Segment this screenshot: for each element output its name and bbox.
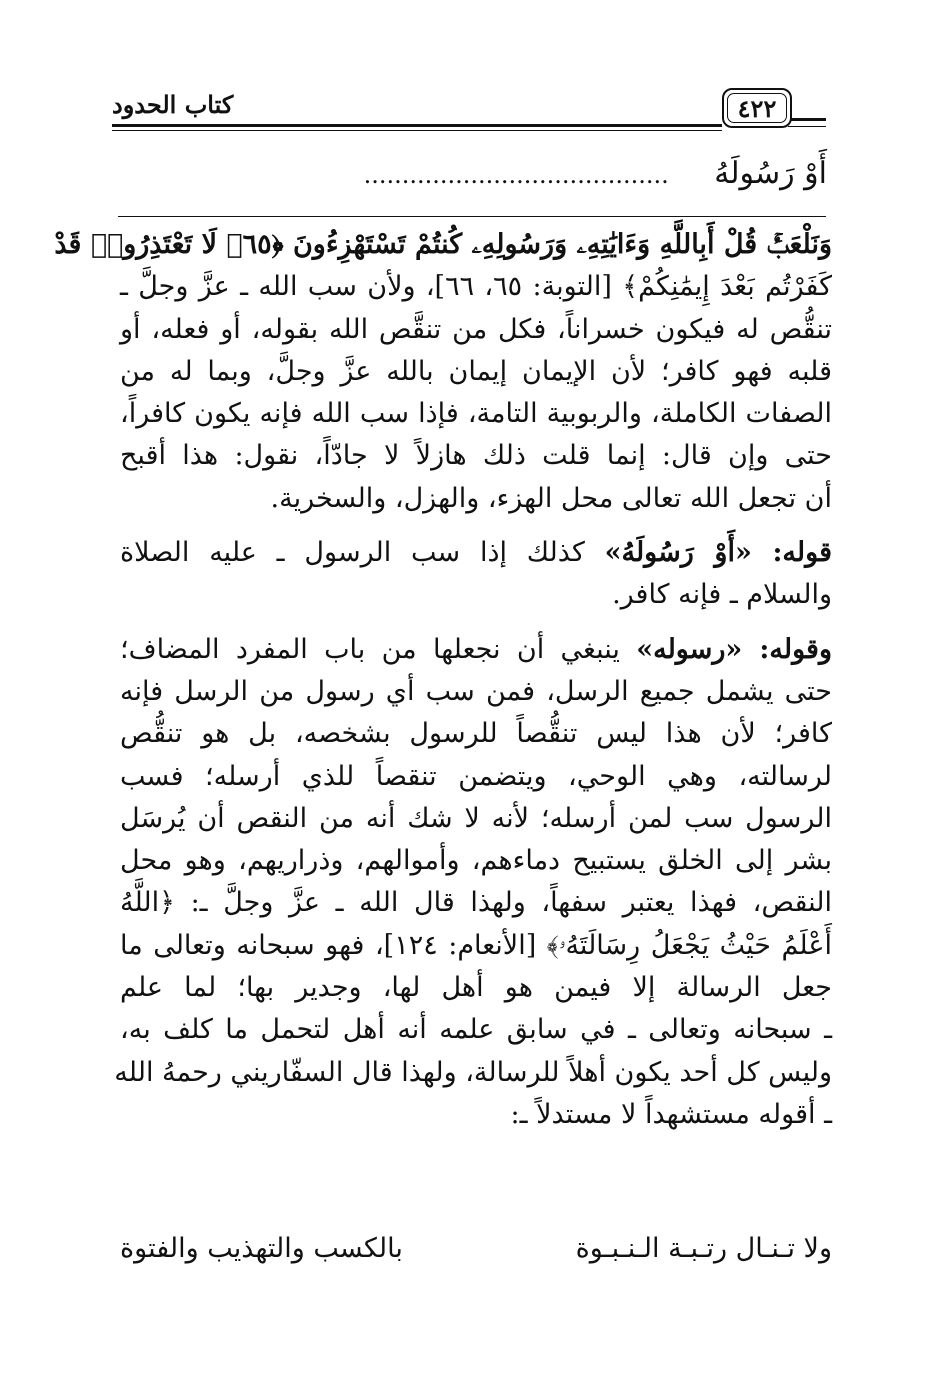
matn-dots: ........................................ bbox=[363, 161, 669, 189]
text-line: كافر؛ لأن هذا ليس تنقُّصاً للرسول بشخصه، بل هو تنقُّص bbox=[120, 718, 832, 750]
header-rule-right-thin bbox=[788, 126, 826, 127]
text-line: أَعْلَمُ حَيْثُ يَجْعَلُ رِسَالَتَهُۥ﴾ [الأنعام: ١٢٤]، فهو سبحانه وتعالى ما bbox=[120, 929, 832, 961]
text-line: جعل الرسالة إلا فيمن هو أهل لها، وجدير بها؛ لما علم bbox=[120, 972, 832, 1004]
paragraph-3 bbox=[114, 629, 832, 1137]
text-segment: كذلك إذا سب الرسول ـ عليه الصلاة bbox=[120, 537, 585, 569]
matn-separator bbox=[118, 216, 826, 217]
text-segment: ينبغي أن نجعلها من باب المفرد المضاف؛ bbox=[120, 633, 620, 665]
text-line: ـ سبحانه وتعالى ـ في سابق علمه أنه أهل لتحمل ما كلف به، bbox=[120, 1014, 832, 1046]
text-line: أن تجعل الله تعالى محل الهزء، والهزل، والسخرية. bbox=[270, 482, 832, 514]
page-number bbox=[722, 88, 792, 128]
paragraph-1 bbox=[54, 224, 833, 520]
matn-excerpt bbox=[117, 150, 827, 199]
text-line: وَنَلْعَبُۚ قُلْ أَبِاللَّهِ وَءَايَٰتِهِۦ وَرَسُولِهِۦ كُنتُمْ تَسْتَهْزِءُونَ ﴿٦٥﴾ لَا تَعْتَذِرُوا۟ قَدْ bbox=[54, 229, 832, 260]
text-line: الرسول سب لمن أرسله؛ لأنه لا شك أنه من النقص أن يُرسَل bbox=[120, 802, 832, 834]
text-line: الصفات الكاملة، والربوبية التامة، فإذا سب الله فإنه يكون كافراً، bbox=[120, 398, 832, 430]
text-line: ـ أقوله مستشهداً لا مستدلاً ـ: bbox=[510, 1098, 832, 1130]
verse-hemistich-1: ولا تـنـال رتـبـة الـنـبـوة bbox=[575, 1233, 832, 1264]
paragraph-lead: قوله: «أَوْ رَسُولَهُ» bbox=[604, 537, 832, 569]
text-line: كَفَرْتُم بَعْدَ إِيمَٰنِكُمْ﴾ [التوبة: ٦٥، ٦٦]، ولأن سب الله ـ عزَّ وجلَّ ـ bbox=[120, 271, 833, 303]
poetry-verse bbox=[120, 1228, 832, 1270]
text-line: النقص، فهذا يعتبر سفهاً، ولهذا قال الله ـ عزَّ وجلَّ ـ: ﴿اللَّهُ bbox=[120, 887, 832, 919]
text-line: بشر إلى الخلق يستبيح دماءهم، وأموالهم، وذراريهم، وهو محل bbox=[120, 845, 832, 877]
paragraph-2 bbox=[120, 532, 832, 617]
text-line: قلبه فهو كافر؛ لأن الإيمان إيمان بالله عزَّ وجلَّ، وبما له من bbox=[120, 355, 832, 387]
header-rule-left bbox=[112, 124, 722, 127]
matn-quote: أَوْ رَسُولَهُ bbox=[714, 156, 827, 191]
paragraph-lead: وقوله: «رسوله» bbox=[636, 633, 832, 665]
text-line: تنقُّص له فيكون خسراناً، فكل من تنقَّص الله بقوله، أو فعله، أو bbox=[120, 313, 832, 345]
book-title: كتاب الحدود bbox=[112, 90, 234, 119]
text-line: لرسالته، وهي الوحي، ويتضمن تنقصاً للذي أرسله؛ فسب bbox=[120, 760, 832, 792]
text-line: وليس كل أحد يكون أهلاً للرسالة، ولهذا قال السفّاريني رحمهُ الله bbox=[114, 1056, 832, 1088]
text-line: حتى يشمل جميع الرسل، فمن سب أي رسول من الرسل فإنه bbox=[120, 675, 832, 707]
verse-hemistich-2: بالكسب والتهذيب والفتوة bbox=[120, 1233, 403, 1264]
commentary-body bbox=[54, 224, 833, 1148]
header-rule-left-thin bbox=[112, 130, 722, 131]
text-line bbox=[120, 629, 832, 671]
text-line: والسلام ـ فإنه كافر. bbox=[612, 579, 832, 611]
text-line bbox=[120, 532, 832, 574]
header-rule-right bbox=[788, 118, 826, 121]
page-number-text: ٤٢٢ bbox=[737, 93, 777, 123]
text-line: حتى وإن قال: إنما قلت ذلك هازلاً لا جادّاً، نقول: هذا أقبح bbox=[120, 440, 832, 472]
